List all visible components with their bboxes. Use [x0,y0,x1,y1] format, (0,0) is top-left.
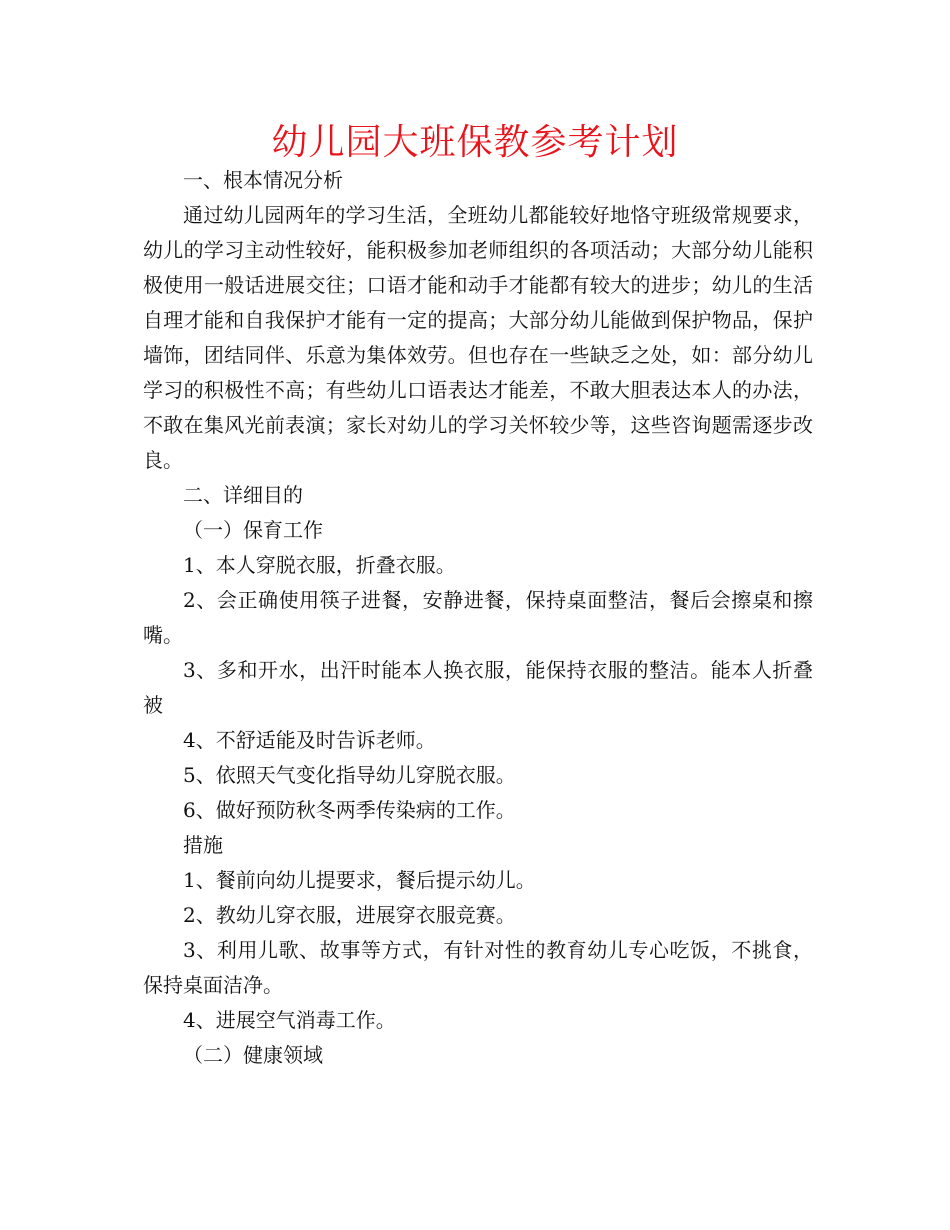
list-item-measure-2: 2、教幼儿穿衣服，进展穿衣服竞赛。 [183,903,516,927]
subsection-heading-care-work: （一）保育工作 [183,518,323,542]
list-item-care-5: 5、依照天气变化指导幼儿穿脱衣服。 [183,763,516,787]
list-item-care-2: 2、会正确使用筷子进餐，安静进餐，保持桌面整洁，餐后会擦桌和擦嘴。 [143,588,813,647]
list-item-measure-3: 3、利用儿歌、故事等方式，有针对性的教育幼儿专心吃饭，不挑食，保持桌面洁净。 [143,938,813,997]
section-heading-basic-situation: 一、根本情况分析 [183,168,343,192]
document-body [143,163,813,1073]
list-item-measure-1: 1、餐前向幼儿提要求，餐后提示幼儿。 [183,868,536,892]
subsection-heading-health: （二）健康领域 [183,1043,323,1067]
list-item-measure-4: 4、进展空气消毒工作。 [183,1008,396,1032]
list-item-care-3: 3、多和开水，出汗时能本人换衣服，能保持衣服的整洁。能本人折叠被 [143,658,813,717]
list-item-care-6: 6、做好预防秋冬两季传染病的工作。 [183,798,516,822]
list-item-care-1: 1、本人穿脱衣服，折叠衣服。 [183,553,456,577]
measures-heading: 措施 [183,833,223,857]
section-heading-detailed-goals: 二、详细目的 [183,483,303,507]
paragraph-situation-analysis: 通过幼儿园两年的学习生活，全班幼儿都能较好地恪守班级常规要求，幼儿的学习主动性较好，能积极参加老师组织的各项活动；大部分幼儿能积极使用一般话进展交往；口语才能和动手才能都有较大的进步；幼儿的生活自理才能和自我保护才能有一定的提高；大部分幼儿能做到保护物品，保护墙饰，团结同伴、乐意为集体效劳。但也存在一些缺乏之处，如：部分幼儿学习的积极性不高；有些幼儿口语表达才能差，不敢大胆表达本人的办法，不敢在集风光前表演；家长对幼儿的学习关怀较少等，这些咨询题需逐步改良。 [143,203,813,472]
document-title: 幼儿园大班保教参考计划 [271,122,679,163]
list-item-care-4: 4、不舒适能及时告诉老师。 [183,728,436,752]
